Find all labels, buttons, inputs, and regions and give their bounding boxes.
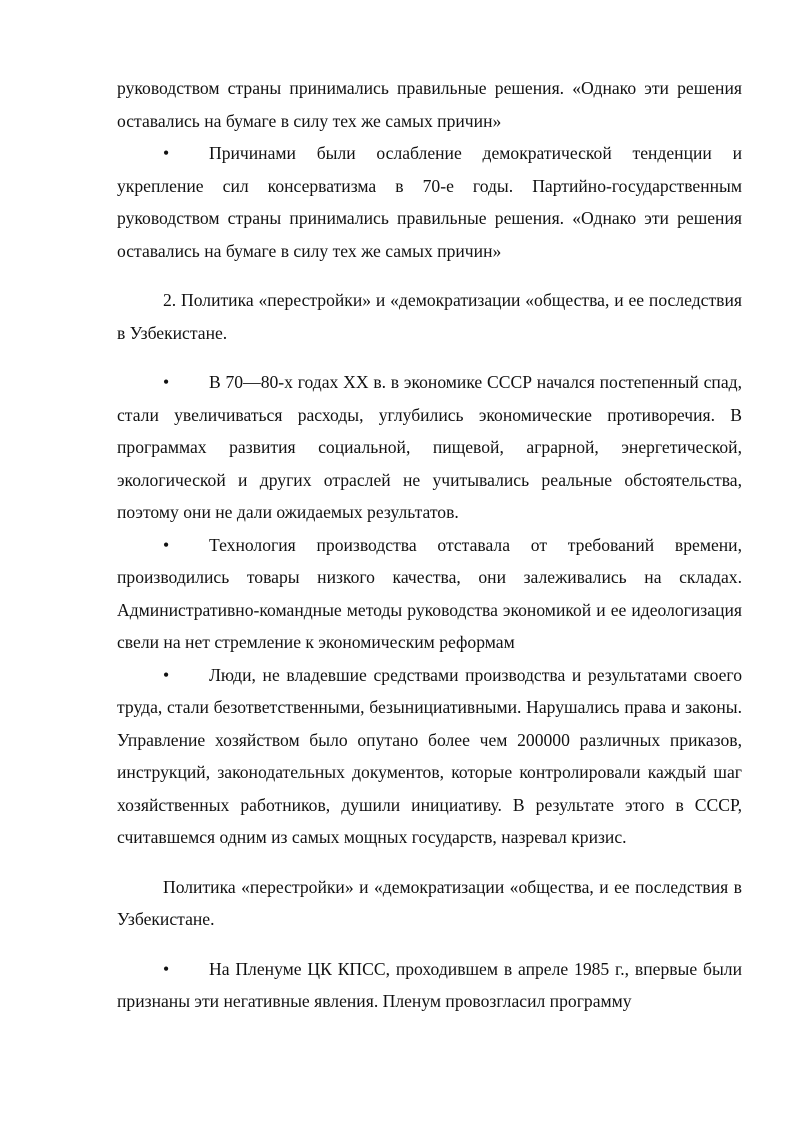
bullet-text: В 70—80-х годах XX в. в экономике СССР начался постепенный спад, стали увеличиваться расходы, углубились экономические противоречия. В программах развития социальной, пищевой, аграрной, энергетической, экологической и других отраслей не учитывались реальные обстоятельства, поэтому они не дали ожидаемых результатов.	[117, 372, 742, 522]
bullet-text: На Пленуме ЦК КПСС, проходившем в апреле 1985 г., впервые были признаны эти негативные явления. Пленум провозгласил программу	[117, 958, 742, 1011]
bullet-icon: •	[163, 664, 170, 685]
bullet-text: Технология производства отставала от требований времени, производились товары низкого качества, они залеживались на складах. Административно-командные методы руководства экономикой и ее идеологизация свели на нет стремление к экономическим реформам	[117, 534, 742, 652]
bullet-icon: •	[163, 372, 170, 392]
bullet-paragraph	[117, 137, 742, 267]
bullet-paragraph	[117, 366, 742, 529]
bullet-icon: •	[163, 143, 170, 163]
bullet-paragraph	[117, 659, 742, 854]
bullet-text: Люди, не владевшие средствами производства и результатами своего труда, стали безответственными, безынициативными. Нарушались права и законы. Управление хозяйством было опутано более чем 200000 различных приказов, инструкций, законодательных документов, которые контролировали каждый шаг хозяйственных работников, душили инициативу. В результате этого в СССР, считавшемся одним из самых мощных государств, назревал кризис.	[117, 664, 742, 847]
paragraph-continuation: руководством страны принимались правильные решения. «Однако эти решения оставались на бумаге в силу тех же самых причин»	[117, 78, 742, 131]
bullet-paragraph	[117, 953, 742, 1018]
bullet-icon: •	[163, 958, 170, 979]
section-heading: Политика «перестройки» и «демократизации «общества, и ее последствия в Узбекистане.	[117, 876, 742, 929]
bullet-text: Причинами были ослабление демократической тенденции и укрепление сил консерватизма в 70-е годы. Партийно-государственным руководством страны принимались правильные решения. «Однако эти решения оставались на бумаге в силу тех же самых причин»	[117, 143, 742, 261]
bullet-icon: •	[163, 534, 170, 555]
section-heading: 2. Политика «перестройки» и «демократизации «общества, и ее последствия в Узбекистане.	[117, 290, 742, 343]
bullet-paragraph	[117, 529, 742, 659]
